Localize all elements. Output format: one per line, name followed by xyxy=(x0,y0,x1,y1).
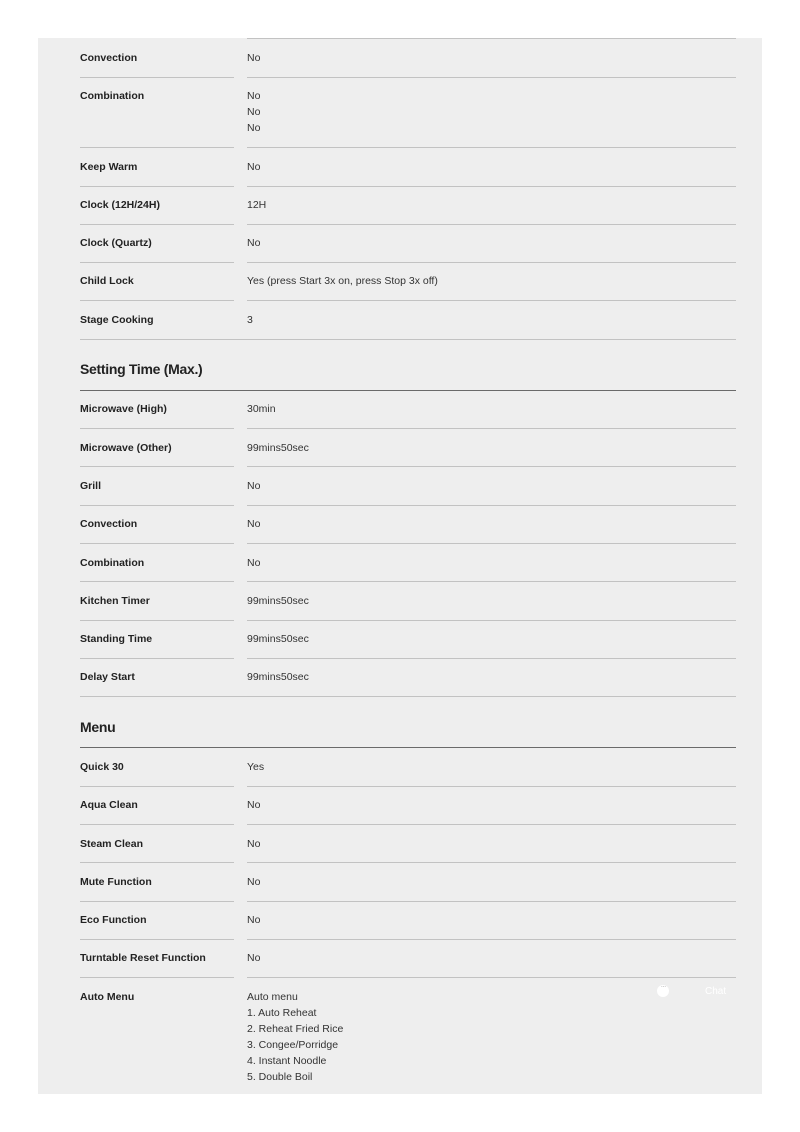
spec-label: Kitchen Timer xyxy=(80,595,150,607)
spec-label: Turntable Reset Function xyxy=(80,952,206,964)
spec-label: Eco Function xyxy=(80,914,147,926)
divider xyxy=(80,786,234,787)
divider xyxy=(80,824,234,825)
divider xyxy=(80,581,234,582)
spec-value: 12H xyxy=(247,199,267,211)
divider xyxy=(247,38,736,39)
spec-value: 30min xyxy=(247,403,276,415)
divider xyxy=(247,824,736,825)
spec-label: Stage Cooking xyxy=(80,314,154,326)
divider xyxy=(247,466,736,467)
spec-label: Convection xyxy=(80,518,138,530)
divider xyxy=(247,786,736,787)
spec-label: Keep Warm xyxy=(80,161,138,173)
spec-value: 99mins50sec xyxy=(247,595,309,607)
divider xyxy=(80,696,736,697)
spec-label: Auto Menu xyxy=(80,991,135,1003)
divider xyxy=(247,658,736,659)
divider xyxy=(80,262,234,263)
divider xyxy=(247,262,736,263)
spec-label: Clock (Quartz) xyxy=(80,237,152,249)
spec-value: No xyxy=(247,480,261,492)
divider xyxy=(247,300,736,301)
divider xyxy=(80,658,234,659)
spec-label: Mute Function xyxy=(80,876,152,888)
divider xyxy=(247,186,736,187)
spec-label: Steam Clean xyxy=(80,838,144,850)
divider xyxy=(247,543,736,544)
divider xyxy=(80,505,234,506)
spec-value: 99mins50sec xyxy=(247,442,309,454)
spec-value: No xyxy=(247,52,261,64)
spec-label: Aqua Clean xyxy=(80,799,138,811)
divider xyxy=(80,77,234,78)
divider xyxy=(80,620,234,621)
spec-value: 99mins50sec xyxy=(247,633,309,645)
divider xyxy=(80,862,234,863)
spec-value: No xyxy=(247,799,261,811)
spec-label: Combination xyxy=(80,557,145,569)
spec-label: Combination xyxy=(80,90,145,102)
spec-value: No xyxy=(247,838,261,850)
divider xyxy=(247,939,736,940)
spec-label: Grill xyxy=(80,480,102,492)
divider xyxy=(247,901,736,902)
divider xyxy=(80,224,234,225)
spec-label: Microwave (High) xyxy=(80,403,167,415)
spec-label: Child Lock xyxy=(80,275,134,287)
spec-value: No No No xyxy=(247,90,261,134)
divider xyxy=(247,581,736,582)
section-rule xyxy=(80,747,736,748)
section-title: Setting Time (Max.) xyxy=(80,361,203,377)
divider xyxy=(80,939,234,940)
spec-value: No xyxy=(247,914,261,926)
spec-value: Yes xyxy=(247,761,265,773)
section-rule xyxy=(80,390,736,391)
divider xyxy=(247,147,736,148)
spec-label: Delay Start xyxy=(80,671,135,683)
spec-label: Clock (12H/24H) xyxy=(80,199,160,211)
divider xyxy=(80,466,234,467)
divider xyxy=(247,77,736,78)
divider xyxy=(80,428,234,429)
spec-value: No xyxy=(247,518,261,530)
divider xyxy=(247,428,736,429)
spec-value: 3 xyxy=(247,314,253,326)
divider xyxy=(80,300,234,301)
spec-value: Yes (press Start 3x on, press Stop 3x off) xyxy=(247,275,438,287)
spec-label: Microwave (Other) xyxy=(80,442,172,454)
divider xyxy=(80,186,234,187)
divider xyxy=(80,543,234,544)
spec-value: 99mins50sec xyxy=(247,671,309,683)
spec-label: Quick 30 xyxy=(80,761,124,773)
spec-value: No xyxy=(247,557,261,569)
divider xyxy=(80,339,736,340)
divider xyxy=(80,977,234,978)
spec-value: No xyxy=(247,237,261,249)
divider xyxy=(247,862,736,863)
spec-label: Standing Time xyxy=(80,633,153,645)
spec-label: Convection xyxy=(80,52,138,64)
chat-button[interactable] xyxy=(652,982,736,1000)
divider xyxy=(80,901,234,902)
spec-value: Auto menu 1. Auto Reheat 2. Reheat Fried Rice 3. Congee/Porridge 4. Instant Noodle 5. Double Boil xyxy=(247,991,344,1083)
divider xyxy=(247,977,736,978)
divider xyxy=(247,224,736,225)
spec-value: No xyxy=(247,876,261,888)
spec-value: No xyxy=(247,952,261,964)
spec-value: No xyxy=(247,161,261,173)
chat-label: Chat xyxy=(705,985,727,997)
divider xyxy=(247,505,736,506)
divider xyxy=(80,147,234,148)
section-title: Menu xyxy=(80,719,116,735)
divider xyxy=(247,620,736,621)
chat-bubble-icon xyxy=(657,985,669,997)
